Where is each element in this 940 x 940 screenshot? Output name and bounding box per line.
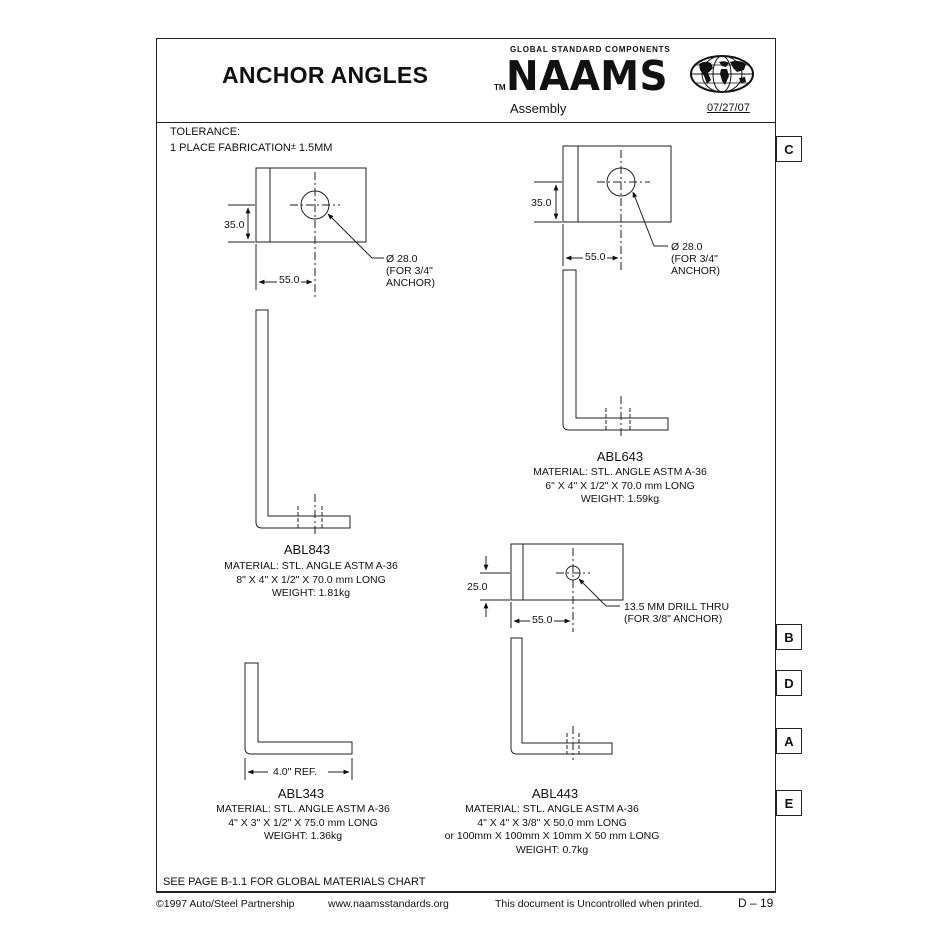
abl443-hole-note xyxy=(624,601,729,625)
abl843-hole-use: (FOR 3/4" xyxy=(386,265,433,277)
abl643-hole-diameter: Ø 28.0 xyxy=(671,241,703,253)
abl443-part-number: ABL443 xyxy=(531,786,579,801)
tab-section-c[interactable]: C xyxy=(776,136,802,162)
tab-section-d[interactable]: D xyxy=(776,670,802,696)
tab-section-e[interactable]: E xyxy=(776,790,802,816)
abl843-weight: WEIGHT: 1.81kg xyxy=(271,587,351,599)
tolerance-label: TOLERANCE: xyxy=(170,126,241,138)
abl643-hole-anchor: ANCHOR) xyxy=(671,265,720,277)
abl443-hole-drill: 13.5 MM DRILL THRU xyxy=(624,601,730,613)
plus-minus-symbol: ± xyxy=(290,141,296,151)
uncontrolled-disclaimer: This document is Uncontrolled when printed. xyxy=(495,898,703,910)
abl843-top-view xyxy=(228,168,384,300)
abl443-specification xyxy=(445,803,660,857)
abl643-weight: WEIGHT: 1.59kg xyxy=(580,493,660,505)
tolerance-text: 1 PLACE FABRICATION xyxy=(170,142,291,154)
abl843-specification xyxy=(224,560,398,601)
brand-tagline: GLOBAL STANDARD COMPONENTS xyxy=(510,45,671,54)
abl643-specification xyxy=(533,466,707,507)
abl843-hole-diameter: Ø 28.0 xyxy=(386,253,418,265)
section-label: Assembly xyxy=(510,101,567,116)
abl843-part-number: ABL843 xyxy=(283,542,331,557)
abl343-specification xyxy=(216,803,390,844)
abl643-hole-use: (FOR 3/4" xyxy=(671,253,718,265)
abl443-size: 4" X 4" X 3/8" X 50.0 mm LONG xyxy=(477,816,627,829)
brand-logo-text: NAAMS xyxy=(506,52,669,100)
tolerance-value: 1.5MM xyxy=(298,142,333,154)
page-title: ANCHOR ANGLES xyxy=(222,62,429,88)
abl343-size: 4" X 3" X 1/2" X 75.0 mm LONG xyxy=(228,816,378,829)
abl643-hole-note xyxy=(671,241,720,277)
page-number: D – 19 xyxy=(738,896,774,910)
abl443-weight: WEIGHT: 0.7kg xyxy=(515,843,589,856)
abl843-material: MATERIAL: STL. ANGLE ASTM A-36 xyxy=(224,560,398,572)
abl343-weight: WEIGHT: 1.36kg xyxy=(263,830,343,842)
abl843-height-dimension: 35.0 xyxy=(224,219,245,231)
abl443-size-metric: or 100mm X 100mm X 10mm X 50 mm LONG xyxy=(444,830,660,842)
materials-chart-note: SEE PAGE B-1.1 FOR GLOBAL MATERIALS CHART xyxy=(163,876,426,888)
abl643-size: 6" X 4" X 1/2" X 70.0 mm LONG xyxy=(545,479,695,492)
abl443-material: MATERIAL: STL. ANGLE ASTM A-36 xyxy=(465,803,639,815)
abl343-reference-dimension: 4.0" REF. xyxy=(273,766,317,778)
abl643-offset-dimension: 55.0 xyxy=(585,251,606,263)
abl443-hole-anchor: (FOR 3/8" ANCHOR) xyxy=(624,613,723,625)
website-link[interactable]: www.naamsstandards.org xyxy=(328,898,449,910)
abl443-offset-dimension: 55.0 xyxy=(532,614,553,626)
abl443-height-dimension: 25.0 xyxy=(467,581,488,593)
tab-section-b[interactable]: B xyxy=(776,624,802,650)
abl643-material: MATERIAL: STL. ANGLE ASTM A-36 xyxy=(533,466,707,478)
abl843-offset-dimension: 55.0 xyxy=(279,274,300,286)
tab-section-a[interactable]: A xyxy=(776,728,802,754)
trademark-mark: TM xyxy=(494,83,506,92)
abl843-hole-anchor: ANCHOR) xyxy=(386,277,435,289)
revision-date: 07/27/07 xyxy=(707,102,750,114)
abl643-height-dimension: 35.0 xyxy=(531,197,552,209)
abl843-size: 8" X 4" X 1/2" X 70.0 mm LONG xyxy=(236,573,386,586)
copyright-text: ©1997 Auto/Steel Partnership xyxy=(156,898,295,910)
abl343-part-number: ABL343 xyxy=(277,786,325,801)
abl843-side-view xyxy=(256,310,350,536)
abl843-hole-note xyxy=(386,253,435,289)
abl643-side-view xyxy=(563,270,668,438)
abl443-side-view xyxy=(511,638,612,760)
abl643-part-number: ABL643 xyxy=(596,449,644,464)
abl343-side-view xyxy=(245,663,352,780)
abl343-material: MATERIAL: STL. ANGLE ASTM A-36 xyxy=(216,803,390,815)
